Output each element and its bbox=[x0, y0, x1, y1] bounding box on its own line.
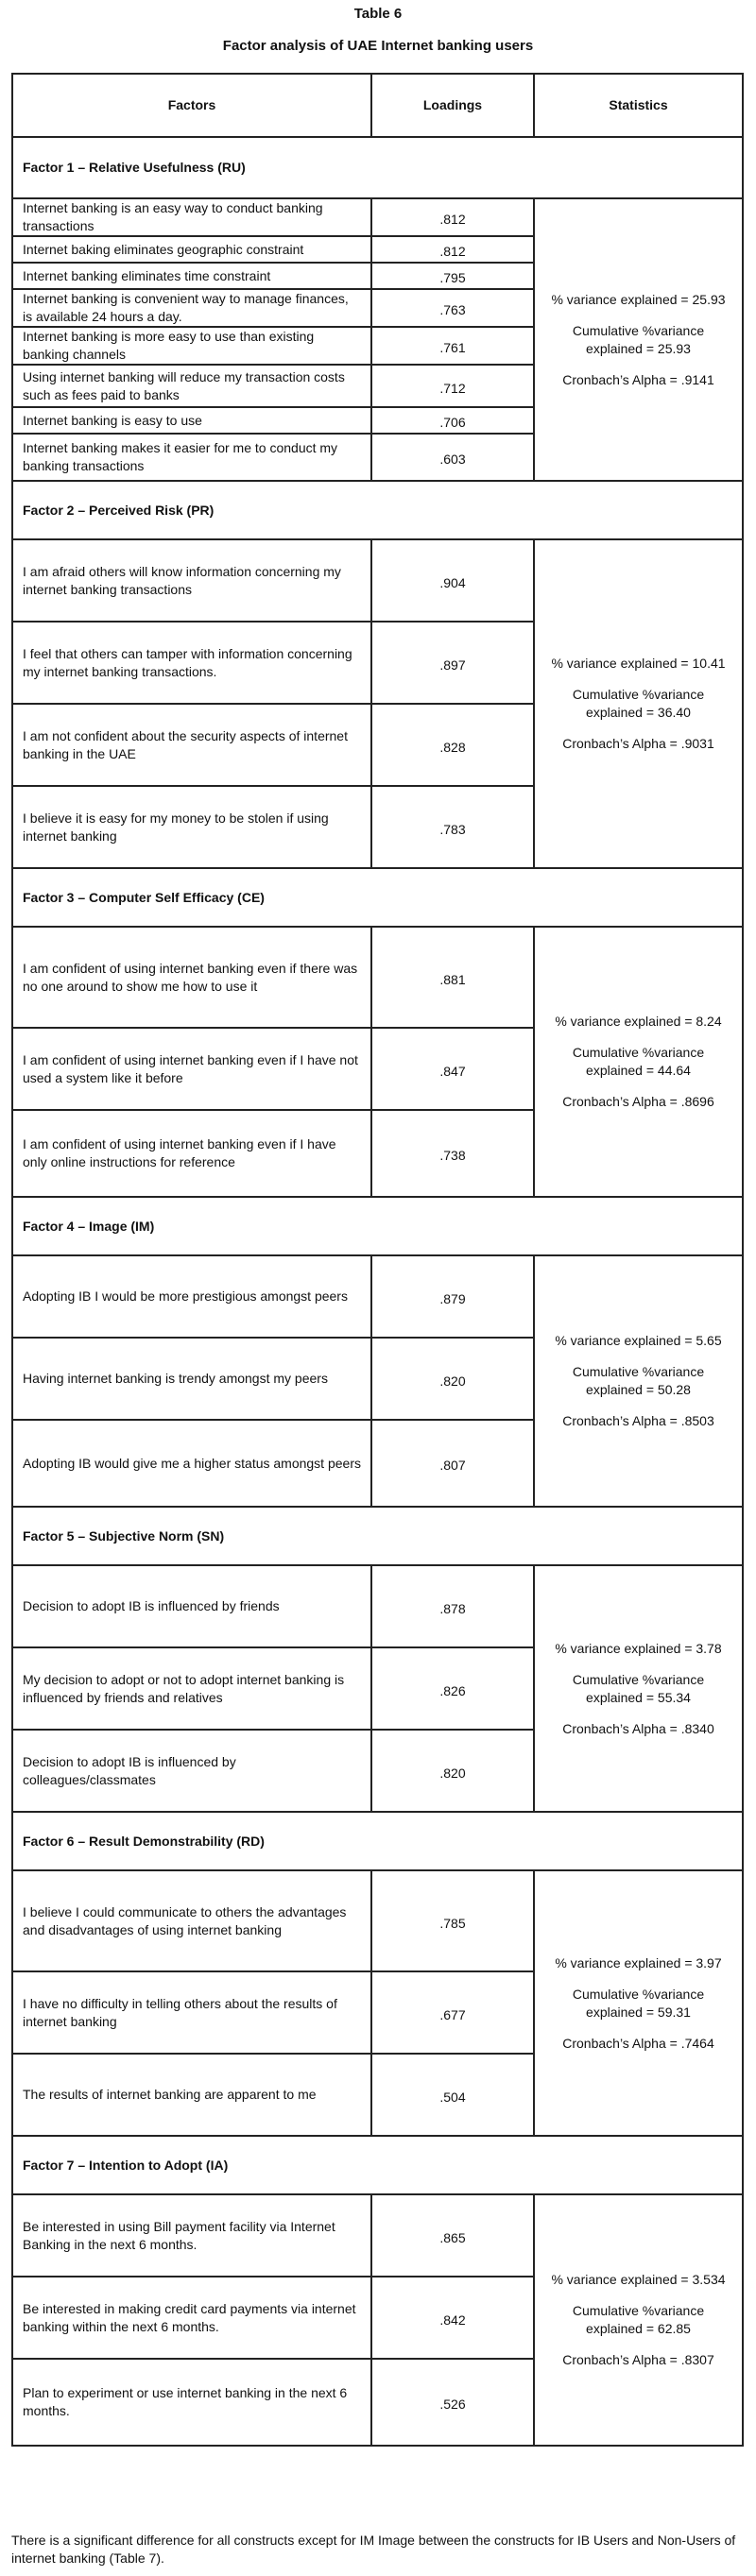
factor-title: Factor 5 – Subjective Norm (SN) bbox=[12, 1507, 743, 1565]
cronbach-alpha: Cronbach’s Alpha = .8503 bbox=[562, 1413, 714, 1428]
item-text: I am not confident about the security aspects of internet banking in the UAE bbox=[12, 704, 371, 786]
item-text: Internet banking is an easy way to conduct banking transactions bbox=[12, 198, 371, 236]
item-text: Adopting IB I would be more prestigious amongst peers bbox=[12, 1255, 371, 1338]
item-loading: .783 bbox=[371, 786, 534, 868]
variance-explained: % variance explained = 5.65 bbox=[555, 1333, 722, 1348]
item-text: Internet baking eliminates geographic constraint bbox=[12, 236, 371, 263]
cumulative-variance: Cumulative %variance explained = 62.85 bbox=[572, 2303, 705, 2336]
cronbach-alpha: Cronbach’s Alpha = .9031 bbox=[562, 736, 714, 751]
factor-title-row bbox=[12, 1197, 743, 1255]
cumulative-variance: Cumulative %variance explained = 44.64 bbox=[572, 1045, 705, 1078]
item-loading: .820 bbox=[371, 1338, 534, 1420]
factor-title: Factor 7 – Intention to Adopt (IA) bbox=[12, 2136, 743, 2194]
item-text: Be interested in making credit card payments via internet banking within the next 6 months. bbox=[12, 2277, 371, 2359]
item-text: I am confident of using internet banking even if there was no one around to show me how to use it bbox=[12, 927, 371, 1028]
variance-explained: % variance explained = 3.78 bbox=[555, 1640, 722, 1656]
item-row bbox=[12, 539, 743, 622]
item-row bbox=[12, 927, 743, 1028]
item-loading: .785 bbox=[371, 1870, 534, 1971]
factor-title-row bbox=[12, 1507, 743, 1565]
item-loading: .526 bbox=[371, 2359, 534, 2446]
item-text: I feel that others can tamper with information concerning my internet banking transactions. bbox=[12, 622, 371, 704]
item-row bbox=[12, 198, 743, 236]
item-text: Using internet banking will reduce my transaction costs such as fees paid to banks bbox=[12, 365, 371, 407]
variance-explained: % variance explained = 3.534 bbox=[551, 2272, 726, 2287]
factor-statistics bbox=[534, 1565, 743, 1812]
item-text: Internet banking is more easy to use than existing banking channels bbox=[12, 327, 371, 365]
item-loading: .904 bbox=[371, 539, 534, 622]
item-loading: .812 bbox=[371, 236, 534, 263]
factor-title-row bbox=[12, 137, 743, 198]
item-loading: .504 bbox=[371, 2054, 534, 2136]
factor-title-row bbox=[12, 481, 743, 539]
factor-statistics bbox=[534, 2194, 743, 2446]
header-row bbox=[12, 74, 743, 137]
factor-title: Factor 4 – Image (IM) bbox=[12, 1197, 743, 1255]
item-row bbox=[12, 1255, 743, 1338]
item-text: Decision to adopt IB is influenced by friends bbox=[12, 1565, 371, 1647]
factor-title-row bbox=[12, 2136, 743, 2194]
factor-statistics bbox=[534, 1255, 743, 1507]
item-text: Decision to adopt IB is influenced by colleagues/classmates bbox=[12, 1730, 371, 1812]
item-row bbox=[12, 1870, 743, 1971]
item-text: I am confident of using internet banking even if I have not used a system like it before bbox=[12, 1028, 371, 1110]
cumulative-variance: Cumulative %variance explained = 25.93 bbox=[572, 322, 705, 356]
item-text: Internet banking makes it easier for me to conduct my banking transactions bbox=[12, 434, 371, 481]
item-text: I believe it is easy for my money to be stolen if using internet banking bbox=[12, 786, 371, 868]
factor-statistics bbox=[534, 927, 743, 1197]
item-text: The results of internet banking are apparent to me bbox=[12, 2054, 371, 2136]
item-loading: .865 bbox=[371, 2194, 534, 2277]
factor-statistics bbox=[534, 539, 743, 868]
item-loading: .842 bbox=[371, 2277, 534, 2359]
table-title: Factor analysis of UAE Internet banking users bbox=[222, 38, 534, 54]
cronbach-alpha: Cronbach’s Alpha = .7464 bbox=[562, 2035, 714, 2051]
cumulative-variance: Cumulative %variance explained = 59.31 bbox=[572, 1986, 705, 2020]
item-loading: .826 bbox=[371, 1647, 534, 1730]
item-loading: .881 bbox=[371, 927, 534, 1028]
item-loading: .763 bbox=[371, 289, 534, 327]
item-loading: .677 bbox=[371, 1971, 534, 2054]
item-loading: .712 bbox=[371, 365, 534, 407]
item-text: Be interested in using Bill payment facility via Internet Banking in the next 6 months. bbox=[12, 2194, 371, 2277]
item-text: I have no difficulty in telling others about the results of internet banking bbox=[12, 1971, 371, 2054]
factor-title: Factor 6 – Result Demonstrability (RD) bbox=[12, 1812, 743, 1870]
factor-title: Factor 1 – Relative Usefulness (RU) bbox=[12, 137, 743, 198]
factor-table bbox=[11, 73, 744, 2447]
cronbach-alpha: Cronbach’s Alpha = .8340 bbox=[562, 1720, 714, 1736]
item-text: Having internet banking is trendy amongst my peers bbox=[12, 1338, 371, 1420]
item-text: Internet banking eliminates time constraint bbox=[12, 263, 371, 289]
item-row bbox=[12, 2194, 743, 2277]
item-loading: .761 bbox=[371, 327, 534, 365]
item-text: I am afraid others will know information concerning my internet banking transactions bbox=[12, 539, 371, 622]
variance-explained: % variance explained = 10.41 bbox=[551, 656, 726, 671]
factor-title-row bbox=[12, 868, 743, 927]
item-loading: .738 bbox=[371, 1110, 534, 1197]
item-loading: .795 bbox=[371, 263, 534, 289]
cumulative-variance: Cumulative %variance explained = 50.28 bbox=[572, 1364, 705, 1397]
factor-title-row bbox=[12, 1812, 743, 1870]
factor-statistics bbox=[534, 198, 743, 481]
variance-explained: % variance explained = 25.93 bbox=[551, 291, 726, 307]
header-statistics: Statistics bbox=[534, 74, 743, 137]
cronbach-alpha: Cronbach’s Alpha = .8696 bbox=[562, 1094, 714, 1109]
item-text: Internet banking is convenient way to manage finances, is available 24 hours a day. bbox=[12, 289, 371, 327]
item-loading: .828 bbox=[371, 704, 534, 786]
table-body bbox=[12, 137, 743, 2446]
item-loading: .878 bbox=[371, 1565, 534, 1647]
item-loading: .603 bbox=[371, 434, 534, 481]
item-loading: .812 bbox=[371, 198, 534, 236]
cronbach-alpha: Cronbach’s Alpha = .8307 bbox=[562, 2352, 714, 2367]
cumulative-variance: Cumulative %variance explained = 36.40 bbox=[572, 687, 705, 720]
item-text: Internet banking is easy to use bbox=[12, 407, 371, 434]
footnote: There is a significant difference for all constructs except for IM Image between the constructs for IB Users and Non-Users of internet banking (Table 7). bbox=[11, 2533, 736, 2566]
header-factors: Factors bbox=[12, 74, 371, 137]
item-row bbox=[12, 1565, 743, 1647]
factor-title: Factor 3 – Computer Self Efficacy (CE) bbox=[12, 868, 743, 927]
table-number: Table 6 bbox=[353, 6, 403, 22]
item-loading: .897 bbox=[371, 622, 534, 704]
item-loading: .807 bbox=[371, 1420, 534, 1507]
item-text: Adopting IB would give me a higher status amongst peers bbox=[12, 1420, 371, 1507]
factor-title: Factor 2 – Perceived Risk (PR) bbox=[12, 481, 743, 539]
item-text: I am confident of using internet banking even if I have only online instructions for reference bbox=[12, 1110, 371, 1197]
cronbach-alpha: Cronbach’s Alpha = .9141 bbox=[562, 371, 714, 387]
item-loading: .847 bbox=[371, 1028, 534, 1110]
item-loading: .706 bbox=[371, 407, 534, 434]
factor-statistics bbox=[534, 1870, 743, 2136]
variance-explained: % variance explained = 8.24 bbox=[555, 1014, 722, 1029]
item-text: Plan to experiment or use internet banking in the next 6 months. bbox=[12, 2359, 371, 2446]
item-loading: .820 bbox=[371, 1730, 534, 1812]
cumulative-variance: Cumulative %variance explained = 55.34 bbox=[572, 1671, 705, 1705]
item-text: I believe I could communicate to others the advantages and disadvantages of using internet banking bbox=[12, 1870, 371, 1971]
item-loading: .879 bbox=[371, 1255, 534, 1338]
item-text: My decision to adopt or not to adopt internet banking is influenced by friends and relatives bbox=[12, 1647, 371, 1730]
header-loadings: Loadings bbox=[371, 74, 534, 137]
variance-explained: % variance explained = 3.97 bbox=[555, 1954, 722, 1970]
